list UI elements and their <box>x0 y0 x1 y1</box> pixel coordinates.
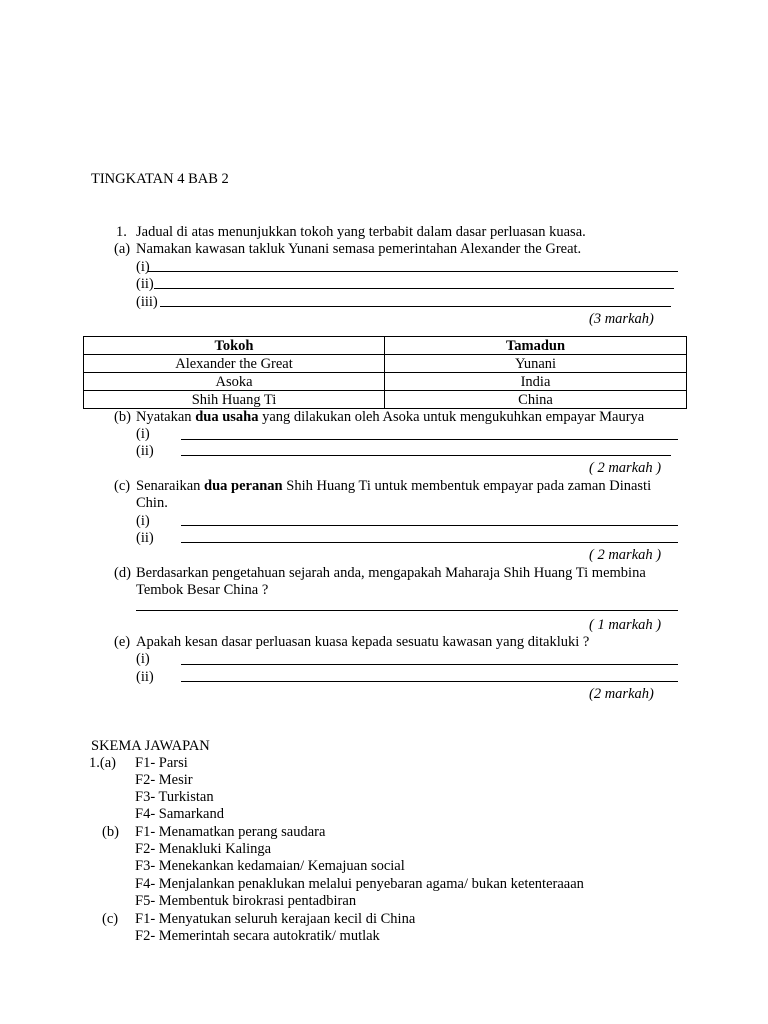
part-a-label: (a) <box>114 241 131 257</box>
table-cell: Alexander the Great <box>84 355 385 373</box>
answer-line[interactable] <box>181 525 678 526</box>
answer-item: F1- Menyatukan seluruh kerajaan kecil di China <box>135 911 416 927</box>
question-intro: Jadual di atas menunjukkan tokoh yang terbabit dalam dasar perluasan kuasa. <box>136 224 586 240</box>
part-e-label: (e) <box>114 634 131 650</box>
answer-item: F3- Menekankan kedamaian/ Kemajuan social <box>135 858 405 874</box>
table-cell: India <box>385 373 687 391</box>
part-d-marks: ( 1 markah ) <box>589 617 662 633</box>
part-a-blank-label: (i) <box>136 259 150 275</box>
answer-line[interactable] <box>154 288 674 289</box>
answer-c-label: (c) <box>102 911 119 927</box>
part-a-blank-label: (ii) <box>136 276 154 292</box>
answer-line[interactable] <box>148 271 678 272</box>
part-d-question: Berdasarkan pengetahuan sejarah anda, mengapakah Maharaja Shih Huang Ti membina <box>136 565 646 581</box>
part-e-marks: (2 markah) <box>589 686 654 702</box>
answer-item: F1- Parsi <box>135 755 188 771</box>
answer-a-label: 1.(a) <box>89 755 116 771</box>
part-e-blank-label: (ii) <box>136 669 154 685</box>
answer-line[interactable] <box>181 439 678 440</box>
part-b-marks: ( 2 markah ) <box>589 460 662 476</box>
table-cell: Yunani <box>385 355 687 373</box>
part-b-blank-label: (ii) <box>136 443 154 459</box>
answer-item: F4- Menjalankan penaklukan melalui penyebaran agama/ bukan ketenteraaan <box>135 876 584 892</box>
answer-item: F3- Turkistan <box>135 789 214 805</box>
answer-item: F1- Menamatkan perang saudara <box>135 824 326 840</box>
part-c-blank-label: (i) <box>136 513 150 529</box>
part-d-question-line2: Tembok Besar China ? <box>136 582 269 598</box>
part-e-question: Apakah kesan dasar perluasan kuasa kepada sesuatu kawasan yang ditakluki ? <box>136 634 590 650</box>
part-e-blank-label: (i) <box>136 651 150 667</box>
answer-item: F2- Memerintah secara autokratik/ mutlak <box>135 928 380 944</box>
part-b-question: Nyatakan dua usaha yang dilakukan oleh Asoka untuk mengukuhkan empayar Maurya <box>136 409 645 425</box>
answer-scheme-title: SKEMA JAWAPAN <box>91 738 210 754</box>
part-b-label: (b) <box>114 409 131 425</box>
table-row <box>84 391 687 409</box>
part-c-label: (c) <box>114 478 131 494</box>
answer-line[interactable] <box>181 455 671 456</box>
part-c-marks: ( 2 markah ) <box>589 547 662 563</box>
answer-item: F5- Membentuk birokrasi pentadbiran <box>135 893 357 909</box>
table-row <box>84 373 687 391</box>
part-a-question: Namakan kawasan takluk Yunani semasa pemerintahan Alexander the Great. <box>136 241 582 257</box>
table-cell: China <box>385 391 687 409</box>
answer-line[interactable] <box>181 542 678 543</box>
answer-line[interactable] <box>160 306 671 307</box>
table-header-cell: Tokoh <box>84 337 385 355</box>
page-title: TINGKATAN 4 BAB 2 <box>91 171 229 187</box>
table-row <box>84 355 687 373</box>
part-c-blank-label: (ii) <box>136 530 154 546</box>
table-header-row <box>84 337 687 355</box>
part-a-blank-label: (iii) <box>136 294 158 310</box>
answer-item: F4- Samarkand <box>135 806 224 822</box>
part-d-label: (d) <box>114 565 131 581</box>
table-cell: Asoka <box>84 373 385 391</box>
part-b-blank-label: (i) <box>136 426 150 442</box>
answer-item: F2- Mesir <box>135 772 193 788</box>
part-a-marks: (3 markah) <box>589 311 654 327</box>
question-number: 1. <box>116 224 127 240</box>
part-c-question-line2: Chin. <box>136 495 168 511</box>
part-c-question: Senaraikan dua peranan Shih Huang Ti untuk membentuk empayar pada zaman Dinasti <box>136 478 652 494</box>
answer-line[interactable] <box>181 664 678 665</box>
answer-line[interactable] <box>181 681 678 682</box>
table-header-cell: Tamadun <box>385 337 687 355</box>
answer-line[interactable] <box>136 610 678 611</box>
figure-table <box>83 336 687 409</box>
answer-b-label: (b) <box>102 824 119 840</box>
answer-item: F2- Menakluki Kalinga <box>135 841 272 857</box>
table-cell: Shih Huang Ti <box>84 391 385 409</box>
